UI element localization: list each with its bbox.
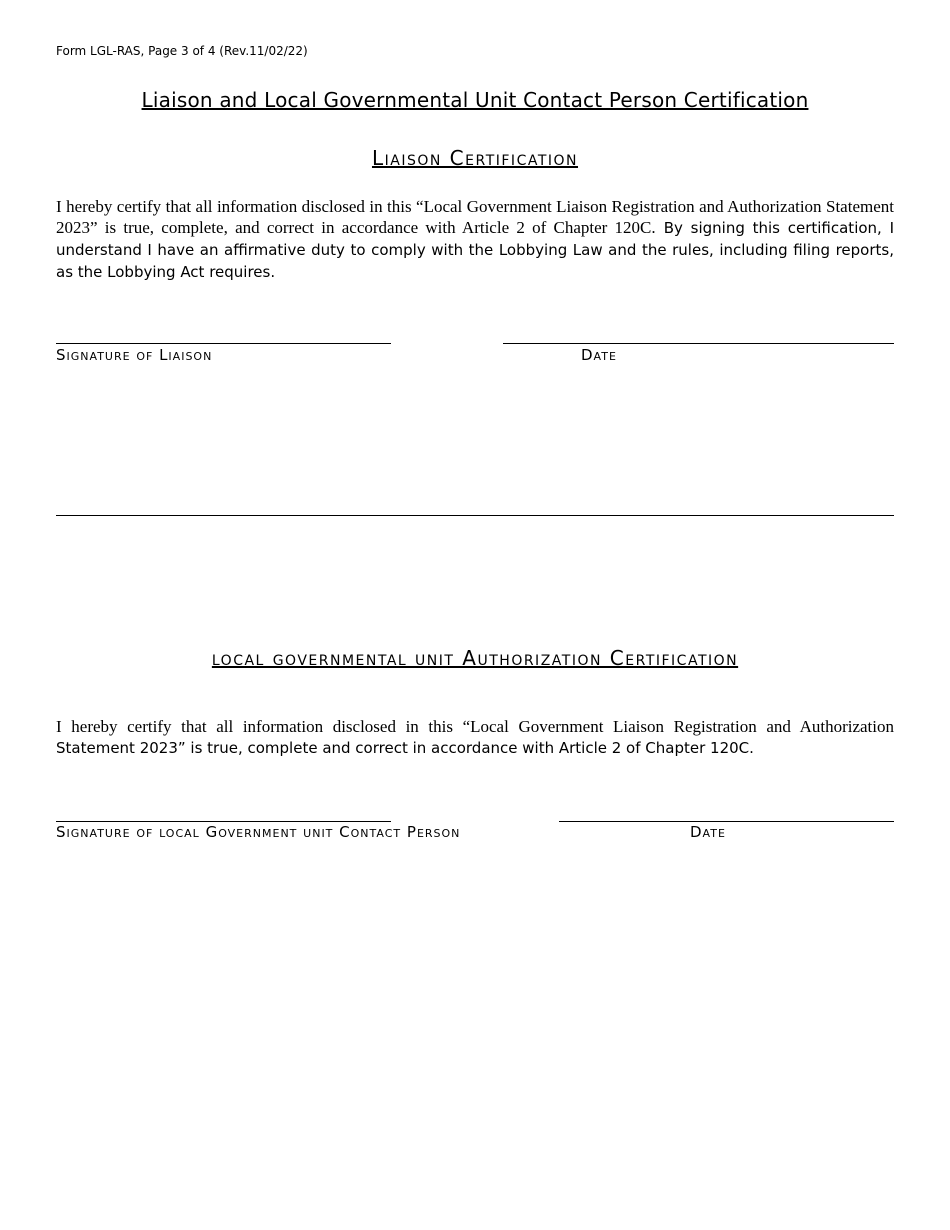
unit-statement-part-2: Statement 2023” is true, complete and correct in accordance with Article 2 of Chapter 120C. (56, 739, 754, 757)
unit-contact-signature-label: Signature of local Government unit Contact Person (56, 823, 461, 841)
unit-contact-signature-line[interactable] (56, 821, 391, 822)
form-identifier: Form LGL-RAS, Page 3 of 4 (Rev.11/02/22) (56, 44, 308, 58)
liaison-date-label: Date (581, 346, 617, 364)
page-title: Liaison and Local Governmental Unit Contact Person Certification (141, 88, 809, 112)
section-divider (56, 515, 894, 516)
liaison-statement-part-1: I hereby certify that all information disclosed in this “Local Government Liaison Registration and Authorization Statement 2023” is true, complete, and correct in accordance with Article 2 of Chapter 120C. (56, 197, 894, 237)
unit-contact-date-line[interactable] (559, 821, 894, 822)
liaison-date-line[interactable] (503, 343, 894, 344)
liaison-certification-heading: Liaison Certification (371, 146, 579, 170)
liaison-statement-part-2: By signing this certification, I understand I have an affirmative duty to comply with the Lobbying Law and the rules, including filing reports, as the Lobbying Act requires. (56, 219, 894, 281)
unit-statement-part-1: I hereby certify that all information disclosed in this “Local Government Liaison Registration and Authorization (56, 717, 894, 736)
unit-authorization-heading: local governmental unit Authorization Certification (211, 646, 739, 670)
unit-certification-statement (56, 716, 894, 759)
liaison-signature-line[interactable] (56, 343, 391, 344)
liaison-signature-label: Signature of Liaison (56, 346, 213, 364)
unit-contact-date-label: Date (690, 823, 726, 841)
liaison-certification-statement (56, 196, 894, 283)
